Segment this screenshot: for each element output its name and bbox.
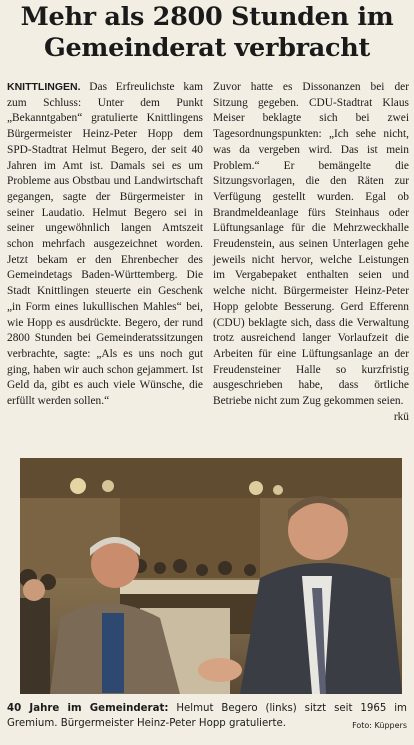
author-signature: rkü bbox=[393, 410, 409, 423]
dateline: KNITTLINGEN. bbox=[7, 81, 81, 93]
photo-illustration bbox=[20, 458, 402, 694]
body-text-right: Zuvor hatte es Dissonanzen bei der Sitzung gegeben. CDU-Stadtrat Klaus Meiser beklagte sich bei zwei Tagesordnungspunkten: „Ich sehe nicht, was da vergeben wird. Das ist mein Problem.“ Er bemängelte die Sitzungsvorlagen, die den Räten zur Verfügung gestellt wurden. Egal ob Brandmeldeanlage fürs Steinhaus oder Lüftungsanlage für die Mehrzweckhalle Freudenstein, aus seinen Unterlagen gehe jeweils nicht hervor, welche Leistungen im Vergabepaket enthalten seien und welche nicht. Bürgermeister Heinz-Peter Hopp gelobte Besserung. Gerd Efferenn (CDU) beklagte sich, dass die Verwaltung trotz ausreichend langer Vorlaufzeit die Arbeiten für eine Lüftungsanlage an der Freudensteiner Halle so kurzfristig ausgeschrieben habe, dass örtliche Betriebe nicht zum Zug gekommen seien. bbox=[213, 81, 409, 408]
article-column-left bbox=[7, 80, 203, 410]
caption-text: Helmut Begero (links) sitzt seit 1965 im Gremium. Bürgermeister Heinz-Peter Hopp gratulierte. bbox=[7, 703, 407, 729]
article-column-right bbox=[213, 80, 409, 425]
caption-lead: 40 Jahre im Gemeinderat: bbox=[7, 703, 169, 714]
article-photo bbox=[20, 458, 402, 694]
photo-credit: Foto: Küppers bbox=[352, 721, 407, 730]
body-text-left: Das Erfreulichste kam zum Schluss: Unter dem Punkt „Bekanntgaben“ gratulierte Knittlingens Bürgermeister Heinz-Peter Hopp dem SPD-Stadtrat Helmut Begero, der seit 40 Jahren im Amt ist. Damals sei es um Probleme aus Obstbau und Landwirtschaft gegangen, sagte der Bürgermeister in seiner Laudatio. Helmut Begero sei in seiner ungewöhnlich langen Amtszeit schon mehrfach ausgezeichnet worden. Jetzt bekam er den Ehrenbecher des Gemeindetags Baden-Württemberg. Die Stadt Knittlingen steuerte ein Geschenk „in Form eines lukullischen Mahles“ bei, wie Hopp es ausdrückte. Begero, der rund 2800 Stunden bei Gemeinderatssitzungen verbrachte, sagte: „Als es uns noch gut ging, haben wir auch schon gejammert. Ist Geld da, gibt es auch viele Wünsche, die erfüllt werden sollen.“ bbox=[7, 81, 203, 408]
article-headline: Mehr als 2800 Stunden im Gemeinderat verbracht bbox=[20, 2, 394, 63]
photo-caption bbox=[7, 701, 407, 733]
